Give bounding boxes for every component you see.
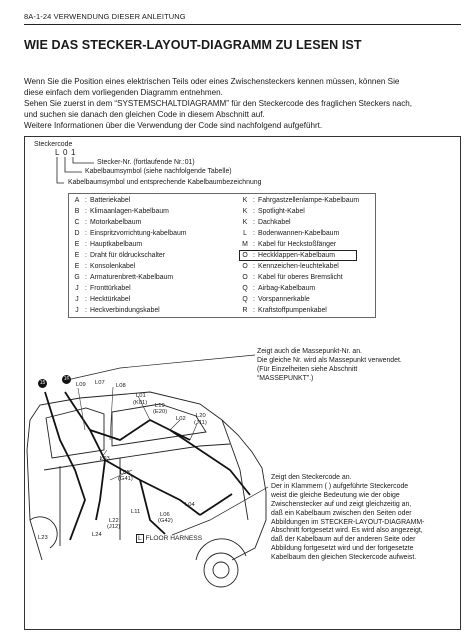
harness-code: D (74, 230, 80, 237)
harness-name: Heckklappen-Kabelbaum (258, 252, 335, 259)
connector-label: (E20) (153, 409, 168, 415)
code-digit: 1 (71, 148, 76, 157)
intro-line: Weitere Informationen über die Verwendung der Code sind nachfolgend aufgeführt. (24, 120, 323, 130)
harness-code: E (74, 263, 80, 270)
harness-code: J (75, 285, 79, 292)
connector-label: L08 (116, 383, 126, 389)
caption-line: daß ein Kabelbaum zwischen den Seiten oder (271, 509, 412, 517)
harness-code: K (242, 208, 248, 215)
harness-name: Hecktürkabel (90, 296, 131, 303)
code-desc-number: Stecker-Nr. (fortlaufende Nr.:01) (97, 159, 195, 166)
harness-code: C (74, 219, 80, 226)
harness-code: M (242, 241, 248, 248)
connector-label: L05 (120, 470, 130, 476)
connector-label: L20 (196, 413, 206, 419)
harness-separator: : (85, 296, 87, 303)
harness-separator: : (85, 219, 87, 226)
connector-label: L01 (136, 393, 146, 399)
caption-line: Die gleiche Nr. wird als Massepunkt verwendet. (257, 356, 402, 364)
caption-line: Abbildung fortgesetzt wird und der fortgesetzte (271, 545, 414, 553)
harness-code: O (242, 263, 248, 270)
harness-code: J (75, 307, 79, 314)
harness-separator: : (85, 241, 87, 248)
harness-name: Kabel für oberes Bremslicht (258, 274, 343, 281)
harness-name: Fronttürkabel (90, 285, 131, 292)
floor-harness-text: FLOOR HARNESS (145, 535, 203, 542)
connector-label: (K01) (133, 400, 148, 406)
harness-separator: : (85, 307, 87, 314)
harness-name: Kennzeichen-leuchtekabel (258, 263, 339, 270)
intro-line: und suchen sie danach den gleichen Code in diesem Abschnitt auf. (24, 109, 265, 119)
harness-name: Vorspannerkable (258, 296, 310, 303)
harness-separator: : (253, 197, 255, 204)
harness-name: Draht für öldruckschalter (90, 252, 166, 259)
intro-line: Wenn Sie die Position eines elektrischen Teils oder eines Zwischensteckers kennen müssen, können Sie (24, 77, 400, 86)
connector-label: L24 (92, 532, 102, 538)
intro-line: Sehen Sie zuerst in dem “SYSTEMSCHALTDIAGRAMM” für den Steckercode des fraglichen Steckers nach, (24, 98, 413, 108)
harness-name: Heckverbindungskabel (90, 307, 160, 314)
harness-code: Q (242, 296, 248, 303)
harness-code: G (74, 274, 80, 281)
connector-label: (J11) (194, 420, 207, 426)
caption-line: “MASSEPUNKT”.) (257, 374, 314, 382)
page-title: WIE DAS STECKER-LAYOUT-DIAGRAMM ZU LESEN IST (24, 38, 362, 52)
connector-label: L02 (176, 416, 186, 422)
code-desc-harness: Kabelbaumsymbol und entsprechende Kabelbaumbezeichnung (68, 179, 262, 186)
harness-name: Einspritzvorrichtung-kabelbaum (90, 230, 187, 237)
harness-name: Fahrgastzellenlampe-Kabelbaum (258, 197, 360, 204)
connector-label: L09 (76, 382, 86, 388)
ground-point-marker: 16 (63, 376, 70, 382)
caption-line: Kabelbaum den gleichen Steckercode aufweist. (271, 554, 417, 562)
code-digit: 0 (63, 148, 68, 157)
caption-line: Der in Klammern ( ) aufgeführte Steckercode (271, 482, 409, 490)
harness-separator: : (253, 274, 255, 281)
harness-code: R (242, 307, 248, 314)
harness-name: Batteriekabel (90, 197, 131, 204)
caption-line: Zeigt auch die Massepunkt-Nr. an. (257, 348, 362, 355)
harness-code: L (243, 230, 247, 237)
harness-code: E (74, 241, 80, 248)
floor-harness-code: L (138, 535, 142, 542)
floor-harness-label (136, 534, 202, 543)
connector-label: L03 (100, 456, 110, 462)
harness-code: K (242, 197, 248, 204)
ground-point-marker: 15 (39, 380, 46, 386)
caption-line: Zeigt den Steckercode an. (271, 474, 352, 481)
intro-line: diese einfach dem vorliegenden Diagramm entnehmen. (24, 87, 223, 97)
harness-separator: : (253, 263, 255, 270)
connector-label: L19 (155, 403, 165, 409)
code-desc-symbol: Kabelbaumsymbol (siehe nachfolgende Tabelle) (85, 168, 232, 175)
harness-separator: : (253, 208, 255, 215)
code-legend-label: Steckercode (34, 141, 73, 148)
harness-separator: : (85, 197, 87, 204)
harness-name: Hauptkabelbaum (90, 241, 143, 248)
harness-code: O (242, 274, 248, 281)
harness-name: Kabel für Heckstoßfänger (258, 241, 337, 248)
harness-name: Klimaanlagen-Kabelbaum (90, 208, 169, 215)
harness-separator: : (253, 219, 255, 226)
harness-code: E (74, 252, 80, 259)
code-letter: L (55, 148, 60, 157)
harness-code: B (74, 208, 80, 215)
caption-line: (Für Einzelheiten siehe Abschnitt (257, 365, 358, 373)
page-header: 8A-1-24 VERWENDUNG DIESER ANLEITUNG (24, 12, 186, 21)
caption-line: Abschnitt fortgesetzt wird. Es wird also angezeigt, (271, 527, 423, 535)
harness-separator: : (253, 252, 255, 259)
harness-name: Spotlight-Kabel (258, 208, 305, 215)
connector-label: (J12) (107, 524, 121, 530)
harness-name: Bodenwannen-Kabelbaum (258, 230, 340, 237)
connector-label: L04 (185, 502, 195, 508)
harness-name: Motorkabelbaum (90, 219, 142, 226)
connector-label: L11 (131, 509, 141, 515)
harness-code: Q (242, 285, 248, 292)
caption-line: daß der Kabelbaum auf der anderen Seite oder (271, 536, 416, 544)
harness-separator: : (85, 230, 87, 237)
harness-code: A (74, 197, 80, 204)
harness-name: Kraftstoffpumpenkabel (258, 307, 327, 314)
harness-separator: : (253, 285, 255, 292)
harness-code: K (242, 219, 248, 226)
harness-name: Airbag-Kabelbaum (258, 285, 316, 292)
harness-separator: : (253, 307, 255, 314)
harness-separator: : (85, 285, 87, 292)
connector-label: L06 (160, 512, 170, 518)
harness-code: J (75, 296, 79, 303)
harness-separator: : (85, 252, 87, 259)
harness-separator: : (85, 263, 87, 270)
connector-label: L22 (109, 518, 119, 524)
connector-label: L07 (95, 380, 105, 386)
harness-separator: : (85, 208, 87, 215)
harness-separator: : (253, 296, 255, 303)
caption-line: Abbildungen im STECKER-LAYOUT-DIAGRAMM- (271, 518, 425, 526)
connector-label: (G41) (118, 476, 133, 482)
caption-line: Zwischenstecker auf und zeigt gleichzeitig an, (271, 500, 412, 508)
harness-separator: : (85, 274, 87, 281)
connector-label: (G42) (158, 518, 173, 524)
harness-separator: : (253, 230, 255, 237)
harness-separator: : (253, 241, 255, 248)
harness-name: Armaturenbrett-Kabelbaum (90, 274, 174, 281)
connector-label: L23 (38, 535, 48, 541)
caption-line: weist die gleiche Bedeutung wie der obige (271, 491, 400, 499)
harness-name: Konsolenkabel (90, 263, 136, 270)
harness-code: O (242, 252, 248, 259)
harness-name: Dachkabel (258, 219, 291, 226)
